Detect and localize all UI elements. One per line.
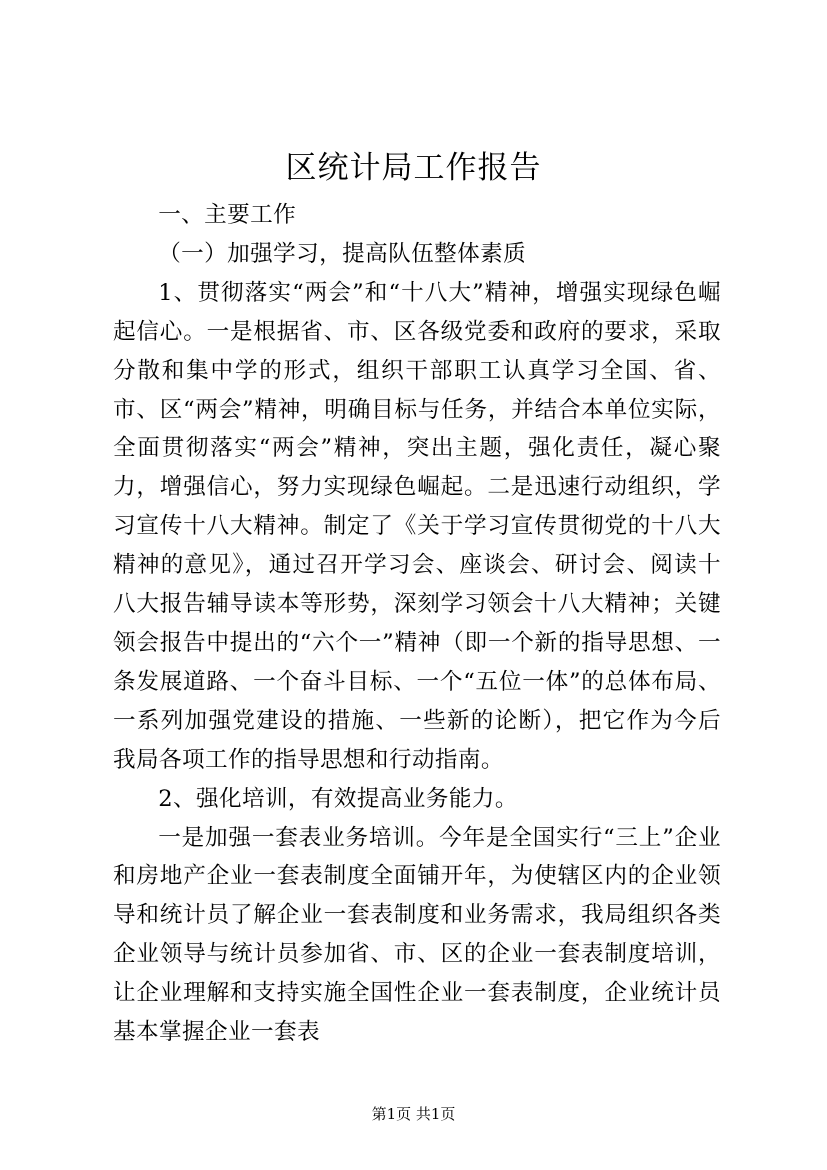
document-title: 区统计局工作报告 [285,150,542,186]
subsection-heading: （一）加强学习，提高队伍整体素质 [158,240,527,267]
body-paragraph: 1、贯彻落实“两会”和“十八大”精神，增强实现绿色崛起信心。一是根据省、市、区各级党委和政府的要求，采取分散和集中学的形式，组织干部职工认真学习全国、省、市、区“两会”精神，明确目标与任务，并结合本单位实际，全面贯彻落实“两会”精神，突出主题，强化责任，凝心聚力，增强信心，努力实现绿色崛起。二是迅速行动组织，学习宣传十八大精神。制定了《关于学习宣传贯彻党的十八大精神的意见》，通过召开学习会、座谈会、研讨会、阅读十八大报告辅导读本等形势，深刻学习领会十八大精神；关键领会报告中提出的“六个一”精神（即一个新的指导思想、一条发展道路、一个奋斗目标、一个“五位一体”的总体布局、一系列加强党建设的措施、一些新的论断），把它作为今后我局各项工作的指导思想和行动指南。 [113,279,721,773]
page-footer: 第1页 共1页 [371,1105,456,1123]
body-paragraph: 2、强化培训，有效提高业务能力。 [158,785,518,812]
document-body [113,196,721,1052]
section-heading: 一、主要工作 [158,202,297,228]
body-paragraph: 一是加强一套表业务培训。今年是全国实行“三上”企业和房地产企业一套表制度全面铺开年，为使辖区内的企业领导和统计员了解企业一套表制度和业务需求，我局组织各类企业领导与统计员参加省、市、区的企业一套表制度培训，让企业理解和支持实施全国性企业一套表制度，企业统计员基本掌握企业一套表 [113,824,721,1046]
